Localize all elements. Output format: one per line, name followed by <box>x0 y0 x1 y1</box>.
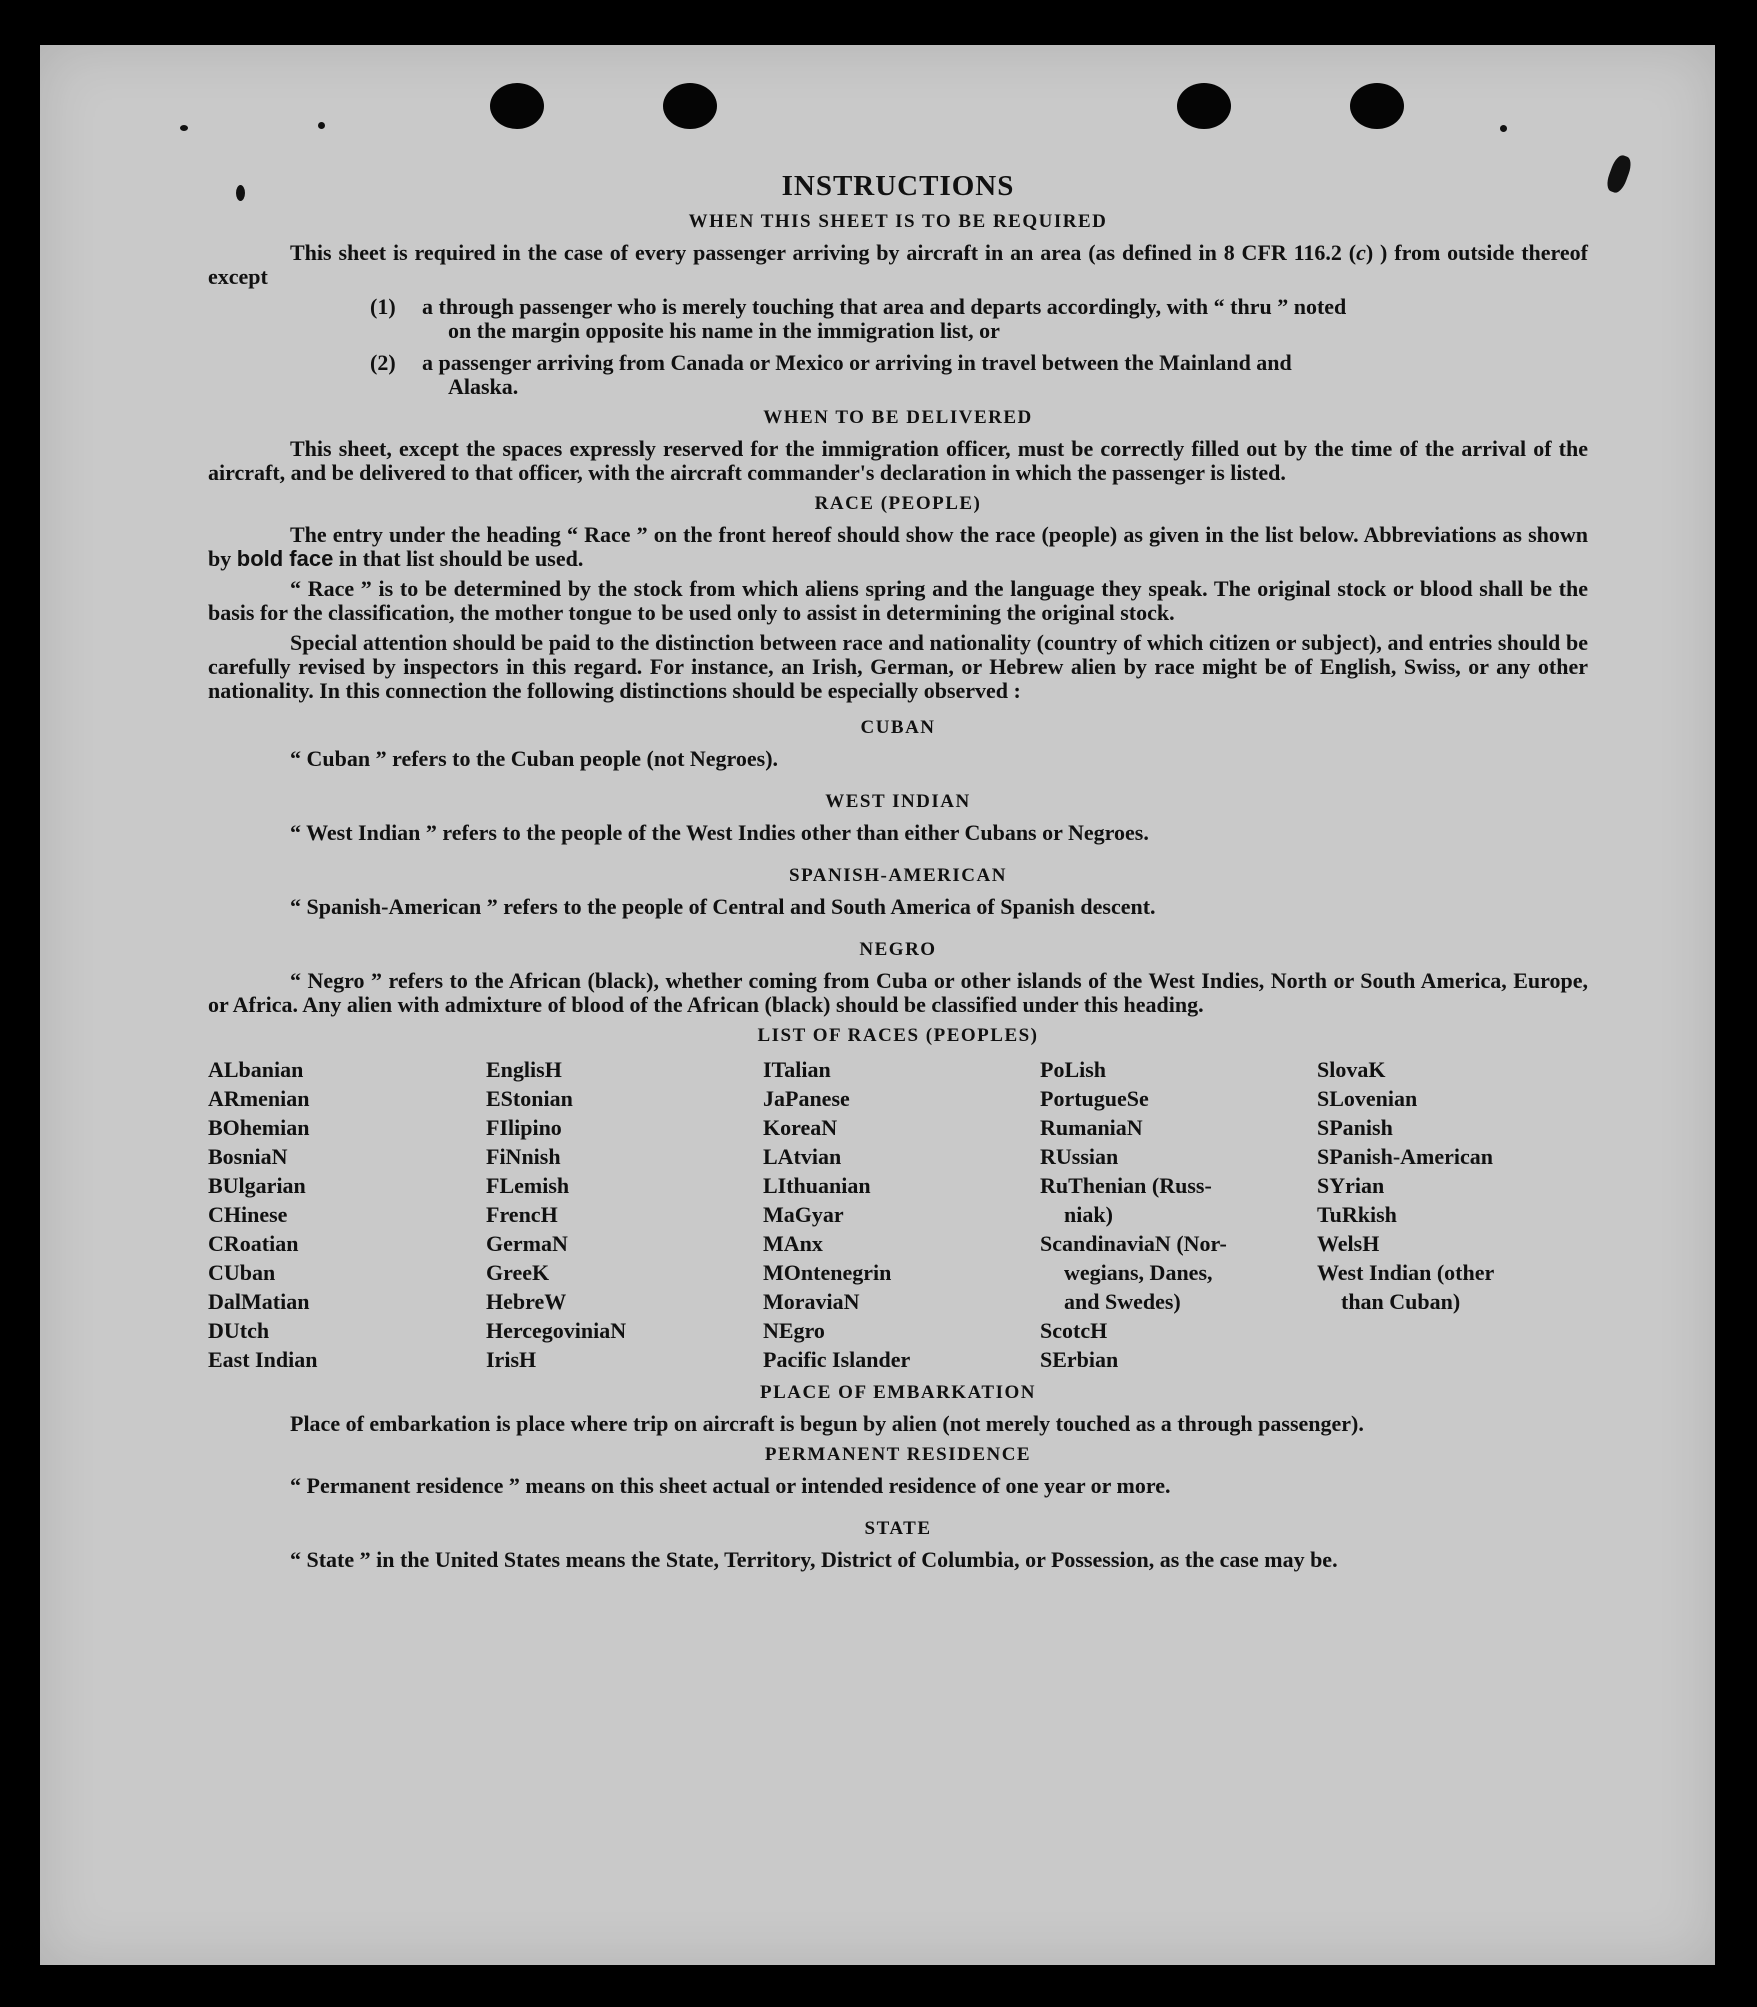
race-paragraph-3: Special attention should be paid to the distinction between race and nationality (country of which citizen or subject), and entries should be carefully revised by inspectors in this regard. For instance, an Irish, German, or Hebrew alien by race might be of English, Swiss, or any other nationality. In this connection the following distinctions should be especially observed : <box>208 630 1588 703</box>
race-entry: LIthuanian <box>763 1173 871 1198</box>
race-entry: FLemish <box>486 1173 570 1198</box>
spanish-american-text: “ Spanish-American ” refers to the people of Central and South America of Spanish descent. <box>290 894 1156 919</box>
race-entry: NEgro <box>763 1318 825 1343</box>
race-paragraph-1: The entry under the heading “ Race ” on the front hereof should show the race (people) as given in the list below. Abbreviations as shown by bold face in that list should be used. <box>208 522 1588 571</box>
document-sheet <box>40 45 1715 1965</box>
section-heading-spanish-american: SPANISH-AMERICAN <box>789 865 1007 886</box>
section-heading-state: STATE <box>864 1518 932 1539</box>
race-entry: ITalian <box>763 1057 831 1082</box>
race-entry: FrencH <box>486 1202 558 1227</box>
race-entry: MOntenegrin <box>763 1260 892 1285</box>
race-entry: GreeK <box>486 1260 550 1285</box>
negro-text: “ Negro ” refers to the African (black), whether coming from Cuba or other islands of the West Indies, North or South America, Europe, or Africa. Any alien with admixture of blood of the African (black) should be classified under this heading. <box>208 968 1588 1017</box>
cuban-text: “ Cuban ” refers to the Cuban people (not Negroes). <box>290 746 779 771</box>
race-entry: EStonian <box>486 1086 573 1111</box>
exception-item: (1) a through passenger who is merely touching that area and departs accordingly, with “ thru ” noted on the margin opposite his name in the immigration list, or <box>370 294 1347 343</box>
races-list <box>208 1055 1588 1374</box>
race-entry: EnglisH <box>486 1057 562 1082</box>
required-intro: This sheet is required in the case of every passenger arriving by aircraft in an area (as defined in 8 CFR 116.2 (c) ) from outside thereof except <box>208 240 1589 289</box>
section-heading-residence: PERMANENT RESIDENCE <box>764 1444 1032 1465</box>
race-entry: FiNnish <box>486 1144 561 1169</box>
race-entry: MoraviaN <box>763 1289 860 1314</box>
race-entry: RuThenian (Russ- <box>1040 1173 1212 1198</box>
race-entry: MAnx <box>763 1231 823 1256</box>
race-entry-continuation: and Swedes) <box>1064 1289 1181 1314</box>
race-entry: BUlgarian <box>208 1173 306 1198</box>
race-entry: SPanish <box>1317 1115 1393 1140</box>
race-entry: CUban <box>208 1260 276 1285</box>
race-entry: SYrian <box>1317 1173 1385 1198</box>
ink-speck <box>318 122 325 129</box>
race-entry: DUtch <box>208 1318 270 1343</box>
punch-hole <box>1350 83 1404 129</box>
race-entry: BosniaN <box>208 1144 288 1169</box>
race-entry: SLovenian <box>1317 1086 1418 1111</box>
race-entry: East Indian <box>208 1347 318 1372</box>
embarkation-text: Place of embarkation is place where trip on aircraft is begun by alien (not merely touched as a through passenger). <box>290 1411 1364 1436</box>
west-indian-text: “ West Indian ” refers to the people of the West Indies other than either Cubans or Negroes. <box>290 820 1149 845</box>
race-entry: JaPanese <box>763 1086 850 1111</box>
race-entry: PoLish <box>1040 1057 1107 1082</box>
delivered-text: This sheet, except the spaces expressly reserved for the immigration officer, must be correctly filled out by the time of the arrival of the aircraft, and be delivered to that officer, with the aircraft commander's declaration in which the passenger is listed. <box>208 436 1588 485</box>
race-entry: SPanish-American <box>1317 1144 1493 1169</box>
race-entry: SErbian <box>1040 1347 1119 1372</box>
race-entry-continuation: wegians, Danes, <box>1064 1260 1213 1285</box>
race-entry: DalMatian <box>208 1289 310 1314</box>
residence-text: “ Permanent residence ” means on this sheet actual or intended residence of one year or more. <box>290 1473 1171 1498</box>
race-entry: TuRkish <box>1317 1202 1397 1227</box>
race-entry: MaGyar <box>763 1202 844 1227</box>
race-entry: HebreW <box>486 1289 567 1314</box>
races-column <box>1040 1055 1317 1374</box>
races-column <box>208 1055 486 1374</box>
ink-speck <box>1500 125 1507 132</box>
page-title: INSTRUCTIONS <box>781 170 1015 202</box>
races-column <box>1317 1055 1594 1374</box>
section-heading-embarkation: PLACE OF EMBARKATION <box>760 1382 1036 1403</box>
ink-blot <box>1604 153 1634 195</box>
race-entry: ARmenian <box>208 1086 310 1111</box>
race-entry: ALbanian <box>208 1057 304 1082</box>
race-entry: CHinese <box>208 1202 288 1227</box>
race-entry-continuation: niak) <box>1064 1202 1113 1227</box>
race-entry: IrisH <box>486 1347 537 1372</box>
race-entry: BOhemian <box>208 1115 310 1140</box>
race-entry: RumaniaN <box>1040 1115 1143 1140</box>
punch-hole <box>663 83 717 129</box>
punch-hole <box>490 83 544 129</box>
race-entry: SlovaK <box>1317 1057 1386 1082</box>
ink-speck <box>180 125 188 131</box>
races-column <box>486 1055 763 1374</box>
section-heading-race: RACE (PEOPLE) <box>814 493 982 514</box>
section-heading-cuban: CUBAN <box>860 717 936 738</box>
race-entry: ScandinaviaN (Nor- <box>1040 1231 1227 1256</box>
race-entry: HercegoviniaN <box>486 1318 627 1343</box>
race-entry: LAtvian <box>763 1144 842 1169</box>
race-entry: RUssian <box>1040 1144 1119 1169</box>
section-heading-negro: NEGRO <box>859 939 937 960</box>
race-entry: GermaN <box>486 1231 568 1256</box>
race-entry-continuation: than Cuban) <box>1341 1289 1461 1314</box>
race-entry: PortugueSe <box>1040 1086 1149 1111</box>
race-entry: Pacific Islander <box>763 1347 911 1372</box>
state-text: “ State ” in the United States means the State, Territory, District of Columbia, or Possession, as the case may be. <box>290 1547 1338 1572</box>
race-entry: KoreaN <box>763 1115 838 1140</box>
race-entry: CRoatian <box>208 1231 299 1256</box>
race-entry: FIlipino <box>486 1115 562 1140</box>
section-heading-delivered: WHEN TO BE DELIVERED <box>763 407 1033 428</box>
race-entry: ScotcH <box>1040 1318 1108 1343</box>
punch-hole <box>1177 83 1231 129</box>
race-entry: West Indian (other <box>1317 1260 1495 1285</box>
race-entry: WelsH <box>1317 1231 1380 1256</box>
instructions-content <box>208 170 1588 1578</box>
section-heading-list-of-races: LIST OF RACES (PEOPLES) <box>757 1025 1039 1046</box>
section-heading-required: WHEN THIS SHEET IS TO BE REQUIRED <box>688 211 1108 232</box>
exception-item: (2) a passenger arriving from Canada or Mexico or arriving in travel between the Mainland and Alaska. <box>370 350 1292 399</box>
race-paragraph-2: “ Race ” is to be determined by the stock from which aliens spring and the language they speak. The original stock or blood shall be the basis for the classification, the mother tongue to be used only to assist in determining the original stock. <box>208 576 1588 625</box>
section-heading-west-indian: WEST INDIAN <box>825 791 971 812</box>
races-column <box>763 1055 1040 1374</box>
